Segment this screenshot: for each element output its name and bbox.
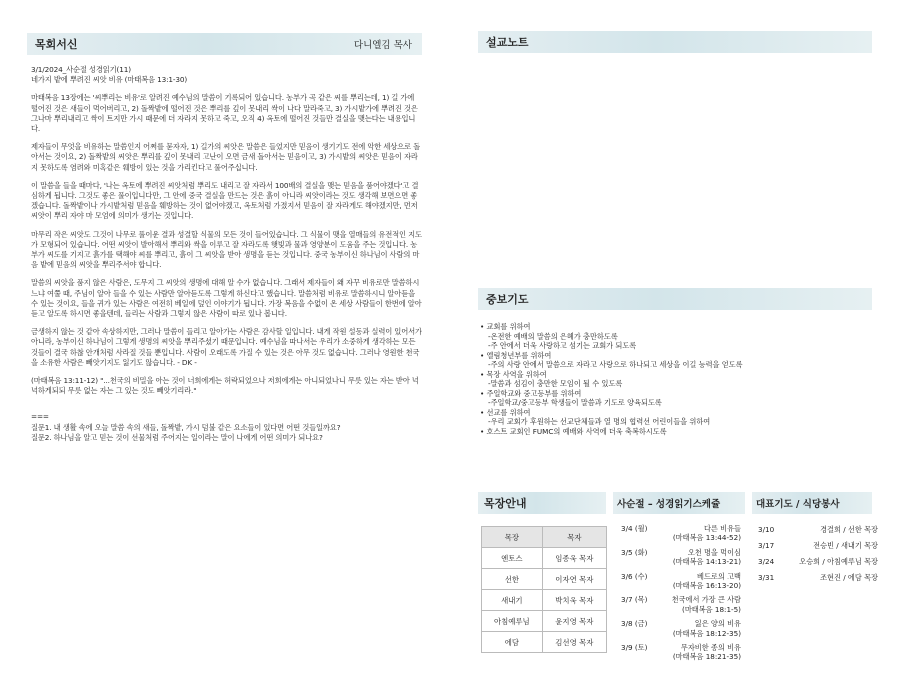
rep-person: 오승희 / 아침예루님 목장	[799, 557, 878, 566]
pastoral-letter-title: 목회서신	[35, 38, 78, 51]
reading-title: 베드로의 고백	[697, 571, 741, 581]
reading-title: 잃은 양의 비유	[694, 619, 741, 629]
reading-ref: (마태복음 16:13-20)	[672, 581, 741, 591]
sermon-notes-header	[478, 31, 872, 53]
prayer-subitem: -주의 사랑 안에서 말씀으로 자라고 사랑으로 하나되고 세상을 이길 능력을 얻도록	[488, 360, 743, 369]
parish-name: 에담	[482, 632, 543, 653]
paragraph: 금생하지 않는 것 같아 속상하지만, 그러나 말씀이 들리고 알아가는 사람은 감사할 일입니다. 내게 작원 설동과 실력이 있어서가 아니라, 농부이신 하나님이 그렇게 생명의 씨앗을 뿌리주셨기 때문입니다. 예수님을 따나서는 우리가 소중하게 생각하는 모든 것들이 결국 하찮 안개처럼 사라질 것들 뿐입니다. 사람이 오래도록 가질 수 있는 것은 아무 것도 없습니다. 그러나 영원한 천국을 소유한 사람은 빼앗기지도 잃기도 않습니다. - DK -	[31, 327, 422, 367]
prayer-item: • 호스트 교회인 FUMC의 예배와 사역에 더욱 축복하시도록	[480, 426, 667, 436]
separator: ===	[31, 412, 49, 422]
reading-title: 무자비한 종의 비유	[680, 643, 741, 653]
rep-person: 전승빈 / 새내기 목장	[813, 541, 878, 550]
rep-date: 3/17	[758, 541, 775, 550]
paragraph: 제자들이 무엇을 비유하는 말씀인지 어쩌를 묻자자, 1) 길가의 씨앗은 말씀은 들었지만 믿음이 생기기도 전에 악한 세상으로 돌아서는 것이요, 2) 돌짝밭의 씨앗은 뿌리를 깊이 못내리 고난이 오면 금새 돌아서는 믿음이고, 3) 가시밭의 씨앗은 믿음이 자라지 못하도록 염려와 미혹같은 훼방이 있는 것을 가리킨다고 풀어주십니다.	[31, 142, 421, 172]
column-header: 목장	[482, 527, 543, 548]
sermon-notes-title: 설교노트	[486, 36, 529, 49]
question: 질문1. 내 생활 속에 오늘 말씀 속의 새들, 돌짝밭, 가시 덤불 같은 요소들이 있다면 어떤 것들일까요?	[31, 422, 341, 432]
question: 질문2. 하나님을 알고 믿는 것이 선물처럼 주어지는 일이라는 말이 나에게 어떤 의미가 되나요?	[31, 432, 323, 442]
table-row	[482, 569, 607, 590]
parish-leader: 박치욱 목자	[542, 590, 606, 611]
table-row	[482, 548, 607, 569]
paragraph: 이 말씀을 들을 때마다, '나는 옥토에 뿌려진 씨앗처럼 뿌리도 내리고 잘 자라서 100배의 결실을 맺는 믿음을 품어야겠다'고 결심하게 됩니다. 그것도 좋은 풀이입니다만, 그 안에 중국 결실을 만드는 것은 흙이 아니라 씨앗이라는 것도 생각해 보면으면 좋겠습니다. 돌짝밭이나 가시밭처럼 믿음을 훼방하는 것이 없어야겠고, 옥토처럼 가졌지서 믿음이 잘 자라게도 해야겠지만, 먼저 씨앗이 뿌리 자야 마 모엄에 의미가 생기는 것입니다.	[31, 180, 419, 221]
prayer-subitem: -우리 교회가 후원하는 선교단체들과 열 명의 협력선 어린이들을 위하여	[488, 417, 711, 426]
scripture-verse: (마태복음 13:11-12) "...천국의 비밀을 아는 것이 너희에게는 허락되었으나 저희에게는 아니되었나니 무릇 있는 자는 받아 넉넉하게되되 무릇 없는 자는 그 있는 것도 빼앗기리라."	[31, 376, 419, 396]
parish-name: 아침예루님	[482, 611, 543, 632]
representative-row	[758, 525, 878, 535]
reading-title: 다른 비유들	[703, 524, 741, 533]
reading-ref: (마태복음 18:12-35)	[672, 628, 741, 638]
prayer-header	[478, 288, 872, 310]
parish-leader: 김선영 목자	[542, 632, 606, 653]
representative-row	[758, 541, 878, 551]
schedule-list	[621, 524, 741, 667]
pastoral-letter-header	[27, 33, 422, 55]
parish-name: 선한	[482, 569, 543, 590]
rep-person: 경결희 / 선한 목장	[820, 525, 878, 534]
schedule-date: 3/8 (금)	[621, 619, 648, 629]
table-row	[482, 590, 607, 611]
schedule-header	[613, 492, 745, 514]
prayer-title: 중보기도	[486, 293, 529, 306]
reading-ref: (마태복음 14:13-21)	[672, 557, 741, 567]
representative-row	[758, 557, 878, 567]
rep-date: 3/10	[758, 525, 775, 534]
schedule-row	[621, 595, 741, 614]
rep-person: 조현진 / 에담 목장	[820, 573, 878, 582]
parish-name: 엔토스	[482, 548, 543, 569]
parish-header	[478, 492, 606, 514]
prayer-item: • 교회를 위하여	[480, 322, 531, 331]
schedule-row	[621, 619, 741, 638]
reading-title: 천국에서 가장 큰 사람	[671, 595, 741, 605]
reading-ref: (마태복음 18:21-35)	[672, 652, 741, 662]
representative-title: 대표기도 / 식당봉사	[756, 499, 840, 510]
author-name: 다니엘김 목사	[353, 40, 412, 51]
prayer-item: • 선교를 위하여	[480, 407, 531, 417]
reading-ref: (마태복음 18:1-5)	[682, 604, 741, 614]
rep-date: 3/24	[758, 557, 775, 566]
prayer-subitem: -주 안에서 더욱 사랑하고 섬기는 교회가 되도록	[488, 341, 637, 350]
schedule-title: 사순절 – 성경읽기스케쥴	[617, 499, 721, 510]
parish-leader: 임종욱 목자	[542, 548, 606, 569]
prayer-subitem: -주일학교/중고등부 학생들이 말씀과 기도로 양육되도록	[488, 398, 662, 407]
representative-row	[758, 573, 878, 583]
paragraph: 마태복음 13장에는 '씨뿌리는 비유'로 알려진 예수님의 말씀이 기록되어 있습니다. 농부가 곡 같은 씨를 뿌리는데, 1) 길 가에 떨어진 것은 새들이 먹어버리고, 2) 돌짝밭에 떨어진 것은 뿌리를 깊이 못내리 싹이 나다 말라죽고, 3) 가시밭가에 뿌려진 것은 그나마 뿌리내리고 싹이 트지만 가시 때문에 더 자라지 못하고 죽고, 오직 4) 옥토에 떨어진 것들만 결실을 맺는다는 내용입니다.	[31, 93, 418, 134]
prayer-subitem: -온전한 예배의 말씀의 은혜가 충만하도록	[488, 331, 618, 341]
letter-subtitle: 네가지 밭에 뿌려진 씨앗 비유 (마태복음 13:1-30)	[31, 75, 188, 85]
prayer-item: • 엘림청년부를 위하여	[480, 350, 552, 360]
prayer-subitem: -말씀과 섬김이 충만한 모임이 될 수 있도록	[488, 379, 623, 388]
schedule-date: 3/4 (월)	[621, 524, 648, 533]
representative-header	[752, 492, 872, 514]
schedule-row	[621, 643, 741, 662]
parish-table	[481, 526, 607, 653]
paragraph: 마무리 작은 씨앗도 그것이 나무로 풀이운 결과 성결할 식물의 모든 것이 들어있습니다. 그 식물이 맺을 열매들의 유전적인 지도가 모형되어 있습니다. 어떤 씨앗이 발아해서 뿌리와 싹을 이루고 잘 자라도록 햇빛과 물과 영양분이 도움을 주는 것입니다. 농부가 씨도를 기지고 흙가를 택해야 씨를 뿌리고, 흙이 그 씨앗을 받아 생명을 듣는 것입니다. 중국 농부이신 하나님이 사람의 마음 밭에 믿음의 씨앗을 뿌리주서야 합니다.	[31, 229, 422, 270]
table-row	[482, 632, 607, 653]
pastoral-letter-body	[31, 65, 423, 443]
column-header: 목자	[542, 527, 606, 548]
parish-leader: 이자연 목자	[542, 569, 606, 590]
representative-list	[758, 525, 878, 589]
schedule-date: 3/7 (목)	[621, 595, 648, 605]
parish-title: 목장안내	[484, 497, 527, 510]
schedule-date: 3/9 (토)	[621, 643, 648, 653]
right-page	[451, 0, 902, 697]
schedule-row	[621, 524, 741, 543]
schedule-row	[621, 548, 741, 567]
schedule-date: 3/6 (수)	[621, 571, 648, 581]
paragraph: 말씀의 씨앗을 품지 않은 사람은, 도무지 그 씨앗의 생명에 대해 알 수가 없습니다. 그래서 제자들이 왜 자꾸 비유로만 말씀하시느냐 여쭐 때, 주님이 알아 들을 수 있는 사람만 알아듣도록 그렇게 하신다고 했습니다. 말씀처럼 비유로 말씀하시니 알아듣을 수 있는 것이요, 들을 귀가 있는 사람은 여전히 베일에 덮인 이야기가 됩니다. 가장 복음을 수없이 온 세상 사람들이 한번에 알아듣고 알도록 하시면 좋을텐데, 들리는 사람과 그렇지 않은 사람이 따로 있나 봅니다.	[31, 278, 422, 319]
prayer-list	[480, 322, 880, 436]
reading-title: 오천 명을 먹이심	[687, 547, 741, 557]
prayer-item: • 주일학교와 중고등부를 위하여	[480, 388, 582, 398]
date-line: 3/1/2024_사순절 성경읽기(11)	[31, 65, 131, 74]
parish-leader: 윤지영 목자	[542, 611, 606, 632]
prayer-item: • 목장 사역을 위하여	[480, 369, 547, 379]
reading-ref: (마태복음 13:44-52)	[672, 533, 741, 543]
parish-name: 새내기	[482, 590, 543, 611]
table-header-row	[482, 527, 607, 548]
schedule-date: 3/5 (화)	[621, 547, 648, 557]
rep-date: 3/31	[758, 573, 775, 582]
table-row	[482, 611, 607, 632]
schedule-row	[621, 572, 741, 591]
